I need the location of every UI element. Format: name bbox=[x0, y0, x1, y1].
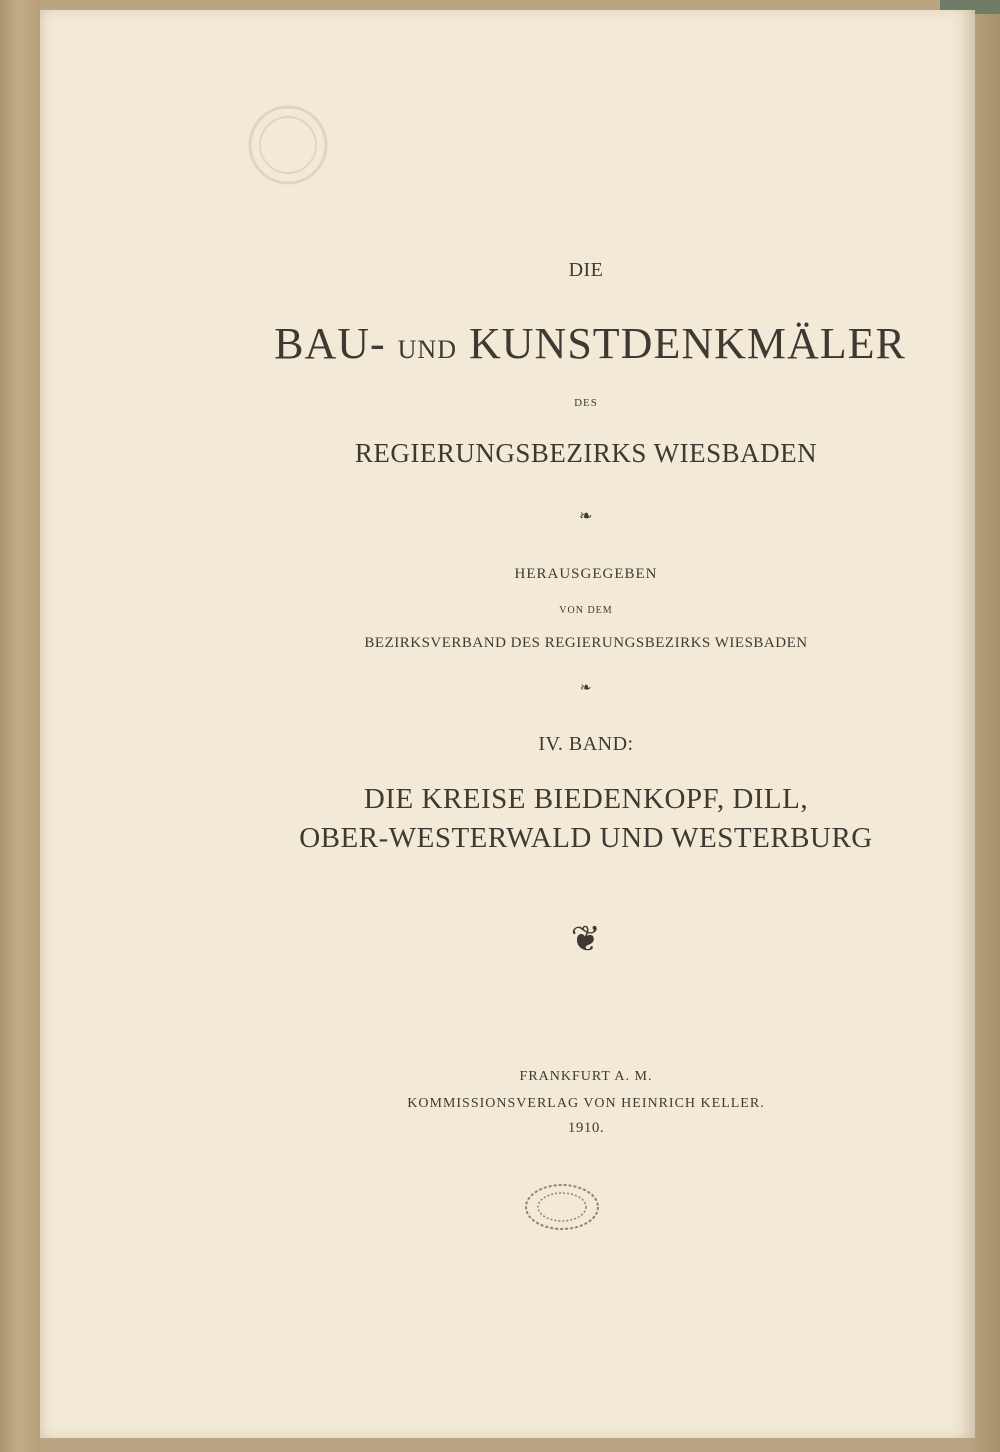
ornament-large-icon: ❦ bbox=[570, 919, 602, 959]
imprint-place: FRANKFURT A. M. bbox=[519, 1069, 653, 1084]
title-kreise-line2: OBER-WESTERWALD UND WESTERBURG bbox=[299, 822, 873, 854]
book-cover-right-edge bbox=[972, 0, 1000, 1452]
title-regierungsbezirk: REGIERUNGSBEZIRKS WIESBADEN bbox=[354, 438, 818, 468]
title-bezirksverband: BEZIRKSVERBAND DES REGIERUNGSBEZIRKS WIESBADEN bbox=[364, 635, 808, 651]
ornament-small-icon: ❧ bbox=[579, 508, 593, 525]
main-title-und: UND bbox=[397, 335, 457, 364]
title-page bbox=[40, 10, 975, 1438]
title-des: DES bbox=[574, 397, 598, 409]
imprint-publisher: KOMMISSIONSVERLAG VON HEINRICH KELLER. bbox=[407, 1096, 765, 1111]
main-title-part2: KUNSTDENKMÄLER bbox=[469, 319, 906, 368]
title-von-dem: VON DEM bbox=[559, 605, 613, 616]
title-band: IV. BAND: bbox=[538, 733, 634, 755]
imprint-year: 1910. bbox=[567, 1120, 605, 1136]
title-die: DIE bbox=[568, 259, 604, 281]
title-kreise-line1: DIE KREISE BIEDENKOPF, DILL, bbox=[363, 783, 809, 815]
book-cover-left-edge bbox=[0, 0, 40, 1452]
library-stamp-faded-icon bbox=[243, 100, 333, 190]
title-herausgegeben: HERAUSGEGEBEN bbox=[514, 566, 658, 582]
library-stamp-icon bbox=[521, 1180, 603, 1234]
ornament-small-icon-2: ❧ bbox=[579, 681, 593, 696]
main-title bbox=[0, 318, 1000, 369]
main-title-part1: BAU- bbox=[274, 319, 386, 368]
